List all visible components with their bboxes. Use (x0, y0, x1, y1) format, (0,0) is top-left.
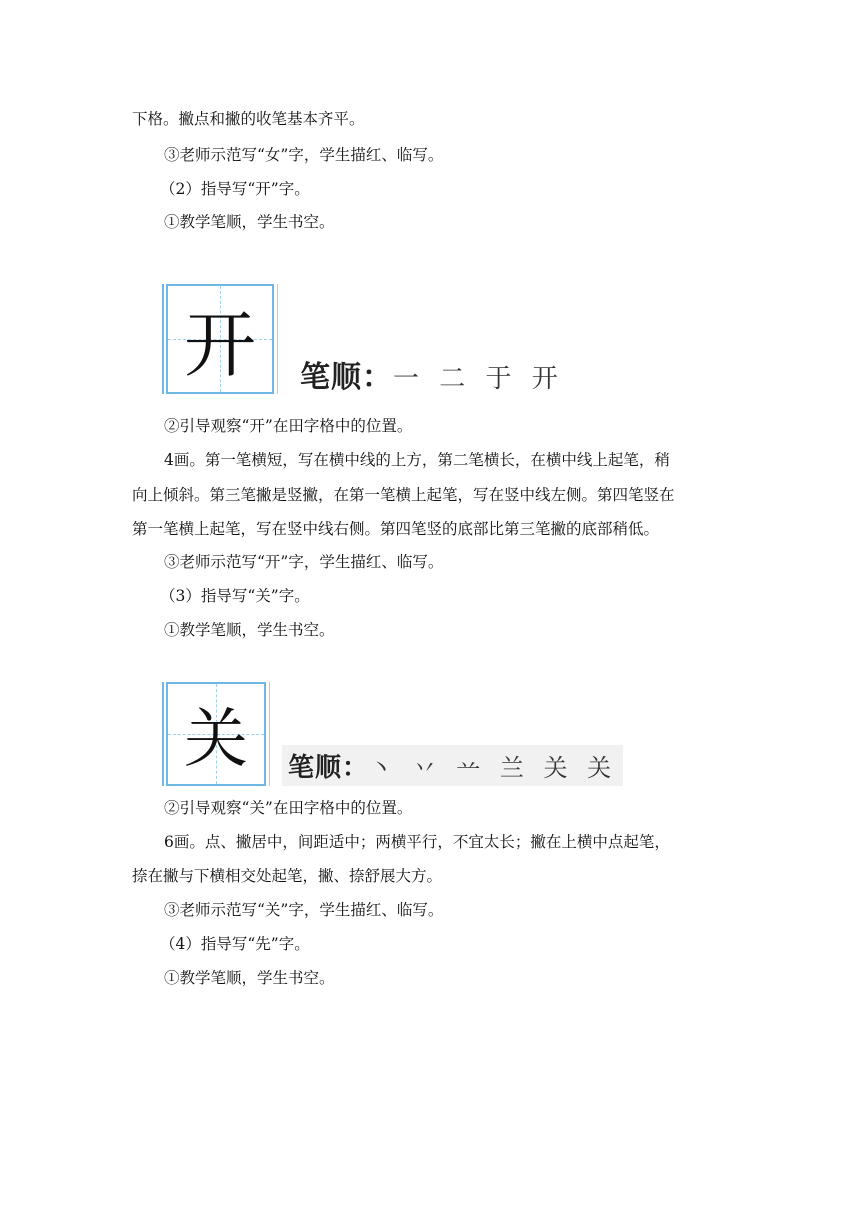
section-heading: （4）指导写“先”字。 (160, 935, 310, 953)
grid-border (269, 682, 270, 786)
text-line: 6画。点、撇居中，间距适中；两横平行，不宜太长；撇在上横中点起笔， (164, 833, 670, 851)
model-character: 开 (183, 303, 256, 387)
section-heading: （3）指导写“关”字。 (160, 587, 310, 605)
stroke-order-label: 笔顺： (288, 753, 370, 783)
text-line: ①教学笔顺，学生书空。 (164, 213, 335, 231)
text-line: ③老师示范写“开”字，学生描红、临写。 (164, 553, 444, 571)
text-line: ②引导观察“开”在田字格中的位置。 (164, 417, 413, 435)
tianzige-grid (166, 682, 266, 786)
text-line: 4画。第一笔横短，写在横中线的上方，第二笔横长，在横中线上起笔，稍 (164, 451, 670, 469)
stroke-order (282, 745, 623, 786)
text-line: 捺在撇与下横相交处起笔，撇、捺舒展大方。 (132, 867, 443, 885)
text-line: 下格。撇点和撇的收笔基本齐平。 (132, 110, 365, 128)
text-line: ③老师示范写“关”字，学生描红、临写。 (164, 901, 444, 919)
grid-border (277, 284, 278, 394)
stroke-sequence: 丶 丷 䒑 兰 关 关 (369, 754, 618, 782)
grid-border (162, 284, 164, 394)
text-line: ②引导观察“关”在田字格中的位置。 (164, 799, 413, 817)
text-line: ①教学笔顺，学生书空。 (164, 969, 335, 987)
model-character: 关 (184, 703, 248, 777)
grid-border (162, 682, 164, 786)
section-heading: （2）指导写“开”字。 (160, 180, 310, 198)
text-line: ③老师示范写“女”字，学生描红、临写。 (164, 146, 444, 164)
text-line: 第一笔横上起笔，写在竖中线右侧。第四笔竖的底部比第三笔撇的底部稍低。 (132, 520, 660, 538)
text-line: 向上倾斜。第三笔撇是竖撇，在第一笔横上起笔，写在竖中线左侧。第四笔竖在 (132, 486, 675, 504)
stroke-order-label: 笔顺： (300, 360, 393, 395)
stroke-order (300, 352, 564, 396)
text-line: ①教学笔顺，学生书空。 (164, 621, 335, 639)
stroke-sequence: 一 二 于 开 (393, 364, 564, 394)
tianzige-grid (166, 284, 274, 394)
